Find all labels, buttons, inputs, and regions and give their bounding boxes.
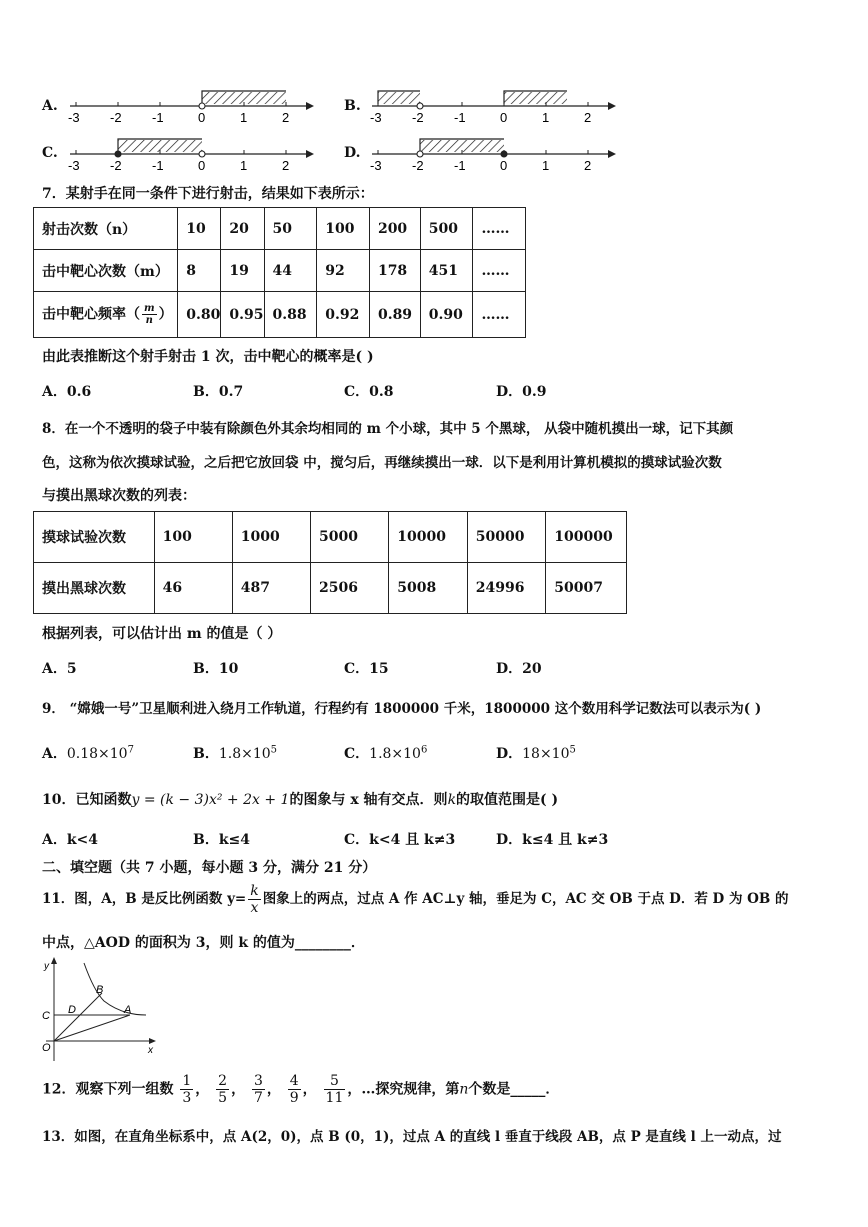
q10-formula: y = (k − 3)x² + 2x + 1 — [131, 792, 290, 808]
table-cell: 2506 — [310, 563, 388, 614]
fig-o-label: O — [42, 1042, 51, 1054]
table-cell: 5008 — [389, 563, 468, 614]
q10-post: 的图象与 x 轴有交点．则 — [289, 792, 448, 808]
solution-region — [504, 92, 567, 104]
q7-option-b[interactable]: B．0.7 — [193, 384, 244, 400]
tick-label: -3 — [370, 110, 382, 125]
table-cell: 100 — [154, 512, 232, 563]
q11-figure — [36, 955, 160, 1065]
fig-x-label: x — [148, 1045, 153, 1056]
fraction-denominator: 3 — [182, 1090, 192, 1106]
solution-region — [420, 140, 504, 152]
fraction-denominator: 9 — [289, 1090, 299, 1106]
q7-head-shots: 射击次数（n） — [34, 208, 178, 250]
number-line-c — [68, 139, 314, 173]
q8-row-black — [34, 563, 627, 614]
open-endpoint — [199, 103, 205, 109]
q7-option-c[interactable]: C．0.8 — [344, 384, 394, 400]
q8-table — [33, 511, 627, 614]
q12-stem: 12．观察下列一组数 $\frac{1}{3}$ ， $\frac{2}{5}$ ， $\frac{3}{7}$ ， $\frac{4}{9}$ ， $\frac{5}{11}$ ，…探究规律，第n个数是_____． — [42, 1073, 560, 1106]
tick-label: 1 — [542, 158, 550, 173]
q12-post: ，…探究规律，第 — [347, 1081, 460, 1098]
option-value: 1.8×10 — [218, 746, 271, 762]
tick-label: 1 — [240, 158, 248, 173]
closed-endpoint — [501, 151, 507, 157]
table-cell: 92 — [317, 250, 370, 292]
q7-row-freq — [34, 292, 526, 338]
tick-label: -3 — [68, 110, 80, 125]
option-value: 0.18×10 — [66, 746, 128, 762]
option-value: 1.8×10 — [369, 746, 421, 762]
tick-label: 0 — [198, 110, 206, 125]
table-cell: 24996 — [467, 563, 546, 614]
table-cell: 487 — [232, 563, 310, 614]
q10-option-a[interactable]: A．k<4 — [42, 832, 99, 848]
fraction-numerator: 5 — [324, 1073, 346, 1090]
table-cell: 200 — [369, 208, 420, 250]
q7-freq-tail: ） — [158, 306, 173, 323]
q9-option-d[interactable] — [496, 743, 576, 763]
q12-fraction-5 — [324, 1073, 346, 1106]
fig-c-label: C — [42, 1010, 50, 1022]
fraction-numerator: k — [250, 883, 259, 899]
q11-pre: 11．图，A，B 是反比例函数 y= — [42, 891, 247, 907]
q9-stem: 9． “嫦娥一号”卫星顺利进入绕月工作轨道，行程约有 1800000 千米，1800000 这个数用科学记数法可以表示为( ) — [42, 701, 762, 717]
q10-option-d[interactable]: D．k≤4 且 k≠3 — [496, 832, 609, 848]
q7-head-hits: 击中靶心次数（m） — [34, 250, 178, 292]
axis-arrow — [608, 150, 616, 158]
tick-label: 0 — [500, 110, 508, 125]
table-cell: 451 — [420, 250, 473, 292]
tick-label: 1 — [240, 110, 248, 125]
table-cell: 10 — [178, 208, 221, 250]
option-exponent: 7 — [127, 744, 134, 756]
q12-pre: 12．观察下列一组数 — [42, 1081, 174, 1098]
option-exponent: 5 — [569, 744, 576, 756]
q9-option-b[interactable] — [193, 743, 277, 763]
tick-label: -1 — [152, 110, 164, 125]
fig-d-label: D — [68, 1004, 76, 1016]
q10-option-b[interactable]: B．k≤4 — [193, 832, 251, 848]
table-cell: 500 — [420, 208, 473, 250]
q7-table — [33, 207, 526, 338]
q11-fraction — [248, 883, 260, 916]
table-cell: 19 — [221, 250, 264, 292]
table-cell: 0.92 — [317, 292, 370, 338]
table-cell: …… — [473, 208, 526, 250]
fig-a-label: A — [124, 1004, 132, 1016]
q9-option-c[interactable] — [344, 743, 427, 763]
number-line-a — [68, 91, 314, 125]
open-endpoint — [417, 103, 423, 109]
table-cell: 50 — [264, 208, 317, 250]
table-cell: 0.90 — [420, 292, 473, 338]
fraction-denominator: x — [250, 900, 259, 916]
q8-stem-line1: 8．在一个不透明的袋子中装有除颜色外其余均相同的 m 个小球，其中 5 个黑球， 从袋中随机摸出一球，记下其颜 — [42, 421, 734, 437]
solution-region — [202, 92, 286, 104]
option-b-label: B. — [344, 98, 361, 114]
q8-option-a[interactable]: A．5 — [42, 661, 77, 677]
table-cell: 20 — [221, 208, 264, 250]
option-d-label: D. — [344, 145, 361, 161]
q10-k: k — [447, 792, 457, 808]
option-label: A． — [42, 746, 67, 762]
q12-n: n — [459, 1081, 469, 1098]
fraction-numerator: 4 — [289, 1073, 299, 1089]
table-cell: 0.88 — [264, 292, 317, 338]
table-cell: 50000 — [467, 512, 546, 563]
option-label: D． — [496, 746, 523, 762]
q8-option-d[interactable]: D．20 — [496, 661, 542, 677]
fraction-numerator: m — [144, 303, 155, 314]
q8-question: 根据列表，可以估计出 m 的值是（ ） — [42, 626, 282, 642]
q7-question: 由此表推断这个射手射击 1 次，击中靶心的概率是( ) — [42, 349, 374, 365]
q7-head-freq — [34, 292, 178, 338]
q12-fraction-4 — [288, 1073, 301, 1106]
q7-freq-fraction — [142, 303, 157, 326]
q12-fraction-1 — [180, 1073, 193, 1106]
solution-region — [378, 92, 420, 104]
tick-label: 2 — [584, 110, 592, 125]
number-lines-figure — [0, 80, 868, 180]
tick-label: -3 — [370, 158, 382, 173]
axis-arrow — [306, 150, 314, 158]
fraction-denominator: 7 — [253, 1090, 263, 1106]
tick-label: 2 — [584, 158, 592, 173]
axis-arrow — [608, 102, 616, 110]
section-heading: 二、填空题（共 7 小题，每小题 3 分，满分 21 分） — [42, 860, 377, 876]
fig-b-label: B — [96, 984, 104, 996]
q7-option-a[interactable]: A．0.6 — [42, 384, 92, 400]
q8-option-c[interactable]: C．15 — [344, 661, 389, 677]
table-cell: 1000 — [232, 512, 310, 563]
number-line-d — [370, 139, 616, 173]
fraction-denominator: n — [145, 315, 153, 326]
table-cell: 0.89 — [369, 292, 420, 338]
tick-label: -1 — [454, 110, 466, 125]
table-cell: 10000 — [389, 512, 468, 563]
q10-pre: 10．已知函数 — [42, 792, 132, 808]
fraction-numerator: 2 — [218, 1073, 228, 1089]
tick-label: -1 — [152, 158, 164, 173]
table-cell: 0.80 — [178, 292, 221, 338]
option-a-label: A. — [42, 98, 58, 114]
table-cell: …… — [473, 292, 526, 338]
q7-row-shots — [34, 208, 526, 250]
fig-y-label: y — [44, 961, 49, 972]
q8-head-trials: 摸球试验次数 — [34, 512, 155, 563]
table-cell: 50007 — [546, 563, 627, 614]
q8-option-b[interactable]: B．10 — [193, 661, 239, 677]
q13-stem: 13．如图，在直角坐标系中，点 A(2，0)，点 B (0，1)，过点 A 的直线 l 垂直于线段 AB，点 P 是直线 l 上一动点，过 — [42, 1129, 782, 1145]
tick-label: -2 — [110, 110, 122, 125]
tick-label: 2 — [282, 158, 290, 173]
fraction-numerator: 1 — [182, 1073, 192, 1089]
table-cell: 44 — [264, 250, 317, 292]
option-label: B． — [193, 746, 219, 762]
q11-stem-line2: 中点，△AOD 的面积为 3，则 k 的值为________． — [42, 935, 365, 951]
table-cell: 100 — [317, 208, 370, 250]
table-cell: …… — [473, 250, 526, 292]
option-exponent: 6 — [420, 744, 428, 756]
tick-label: -2 — [412, 110, 424, 125]
q9-option-a[interactable] — [42, 743, 134, 763]
q10-option-c[interactable]: C．k<4 且 k≠3 — [344, 832, 456, 848]
tick-label: -2 — [110, 158, 122, 173]
fraction-denominator: 5 — [218, 1090, 228, 1106]
fraction-numerator: 3 — [253, 1073, 263, 1089]
table-cell: 5000 — [310, 512, 388, 563]
tick-label: -2 — [412, 158, 424, 173]
table-cell: 178 — [369, 250, 420, 292]
q10-post2: 的取值范围是( ) — [456, 792, 559, 808]
tick-label: 1 — [542, 110, 550, 125]
number-line-b — [370, 91, 616, 125]
q7-option-d[interactable]: D．0.9 — [496, 384, 547, 400]
tick-label: -3 — [68, 158, 80, 173]
q7-row-hits — [34, 250, 526, 292]
open-endpoint — [417, 151, 423, 157]
solution-region — [118, 140, 202, 152]
q12-fraction-3 — [252, 1073, 265, 1106]
fraction-denominator: 11 — [325, 1090, 344, 1106]
option-c-label: C. — [42, 145, 58, 161]
tick-label: 2 — [282, 110, 290, 125]
axis-arrow — [306, 102, 314, 110]
table-cell: 0.95 — [221, 292, 264, 338]
q8-stem-line2: 色，这称为依次摸球试验，之后把它放回袋 中，搅匀后，再继续摸出一球．以下是利用计算机模拟的摸球试验次数 — [42, 455, 722, 471]
closed-endpoint — [115, 151, 121, 157]
tick-label: 0 — [198, 158, 206, 173]
table-cell: 46 — [154, 563, 232, 614]
q7-freq-label: 击中靶心频率（ — [42, 306, 140, 323]
option-exponent: 5 — [270, 744, 278, 756]
q10-stem — [42, 789, 558, 809]
q8-row-trials — [34, 512, 627, 563]
q11-stem-line1 — [42, 883, 789, 916]
q8-stem-line3: 与摸出黑球次数的列表： — [42, 488, 196, 504]
tick-label: 0 — [500, 158, 508, 173]
option-value: 18×10 — [522, 746, 570, 762]
tick-label: -1 — [454, 158, 466, 173]
option-label: C． — [344, 746, 370, 762]
q7-stem: 7．某射手在同一条件下进行射击，结果如下表所示： — [42, 186, 374, 202]
table-cell: 8 — [178, 250, 221, 292]
q12-fraction-2 — [216, 1073, 229, 1106]
open-endpoint — [199, 151, 205, 157]
q8-head-black: 摸出黑球次数 — [34, 563, 155, 614]
q12-post2: 个数是_____． — [468, 1081, 560, 1098]
table-cell: 100000 — [546, 512, 627, 563]
q11-post: 图象上的两点，过点 A 作 AC⊥y 轴，垂足为 C，AC 交 OB 于点 D．若 D 为 OB 的 — [262, 891, 789, 907]
